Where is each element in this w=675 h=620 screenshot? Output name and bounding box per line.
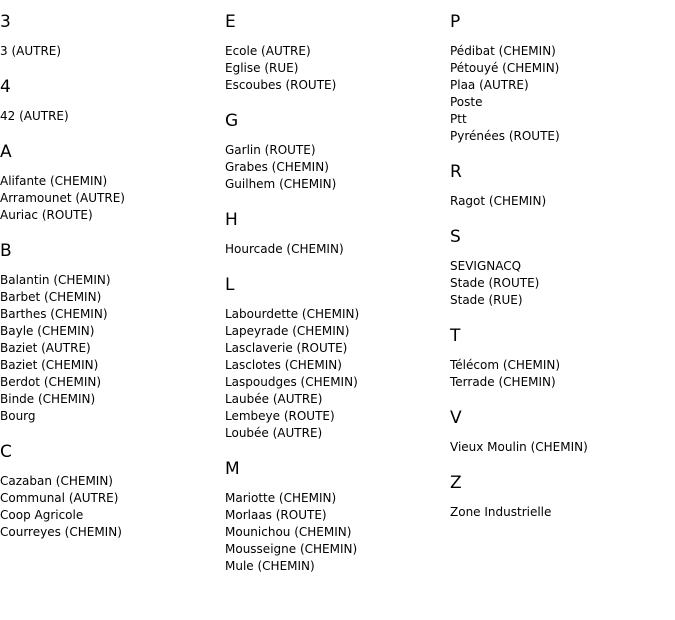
street-link[interactable]: Garlin (ROUTE) bbox=[225, 143, 316, 157]
street-link[interactable]: Lasclaverie (ROUTE) bbox=[225, 341, 348, 355]
street-list bbox=[0, 272, 225, 425]
street-link[interactable]: 3 (AUTRE) bbox=[0, 44, 62, 58]
street-link[interactable]: Poste bbox=[450, 95, 483, 109]
street-link[interactable]: Auriac (ROUTE) bbox=[0, 208, 93, 222]
letter-group bbox=[450, 12, 675, 145]
street-link[interactable]: Vieux Moulin (CHEMIN) bbox=[450, 440, 588, 454]
street-link[interactable]: Ptt bbox=[450, 112, 467, 126]
street-link[interactable]: Télécom (CHEMIN) bbox=[450, 358, 561, 372]
street-link[interactable]: Berdot (CHEMIN) bbox=[0, 375, 102, 389]
street-link[interactable]: Stade (RUE) bbox=[450, 293, 523, 307]
street-list bbox=[450, 258, 675, 309]
street-list bbox=[225, 43, 450, 94]
letter-group bbox=[450, 162, 675, 210]
index-column-2 bbox=[225, 0, 450, 575]
letter-group bbox=[225, 275, 450, 442]
index-column-1 bbox=[0, 0, 225, 541]
street-link[interactable]: Communal (AUTRE) bbox=[0, 491, 119, 505]
street-link[interactable]: Lasclotes (CHEMIN) bbox=[225, 358, 342, 372]
letter-group bbox=[450, 326, 675, 391]
letter-group bbox=[0, 77, 225, 125]
street-link[interactable]: Barbet (CHEMIN) bbox=[0, 290, 102, 304]
street-link[interactable]: Hourcade (CHEMIN) bbox=[225, 242, 344, 256]
letter-heading: E bbox=[225, 12, 236, 32]
street-link[interactable]: Plaa (AUTRE) bbox=[450, 78, 529, 92]
street-link[interactable]: Coop Agricole bbox=[0, 508, 84, 522]
street-link[interactable]: Pyrénées (ROUTE) bbox=[450, 129, 560, 143]
street-link[interactable]: Escoubes (ROUTE) bbox=[225, 78, 337, 92]
street-link[interactable]: Courreyes (CHEMIN) bbox=[0, 525, 122, 539]
street-list bbox=[450, 357, 675, 391]
letter-heading: L bbox=[225, 275, 235, 295]
street-link[interactable]: Lapeyrade (CHEMIN) bbox=[225, 324, 350, 338]
letter-heading: H bbox=[225, 210, 238, 230]
street-list bbox=[450, 193, 675, 210]
street-list bbox=[0, 43, 225, 60]
letter-group bbox=[0, 12, 225, 60]
street-link[interactable]: Zone Industrielle bbox=[450, 505, 552, 519]
letter-heading: R bbox=[450, 162, 462, 182]
street-link[interactable]: Stade (ROUTE) bbox=[450, 276, 540, 290]
letter-heading: T bbox=[450, 326, 461, 346]
street-link[interactable]: Ragot (CHEMIN) bbox=[450, 194, 547, 208]
street-link[interactable]: Grabes (CHEMIN) bbox=[225, 160, 329, 174]
letter-group bbox=[0, 142, 225, 224]
street-link[interactable]: Labourdette (CHEMIN) bbox=[225, 307, 360, 321]
street-link[interactable]: Pédibat (CHEMIN) bbox=[450, 44, 556, 58]
letter-group bbox=[0, 442, 225, 541]
letter-heading: G bbox=[225, 111, 239, 131]
street-link[interactable]: Baziet (AUTRE) bbox=[0, 341, 91, 355]
street-link[interactable]: Ecole (AUTRE) bbox=[225, 44, 311, 58]
street-link[interactable]: Balantin (CHEMIN) bbox=[0, 273, 111, 287]
street-link[interactable]: Mule (CHEMIN) bbox=[225, 559, 315, 573]
index-column-3 bbox=[450, 0, 675, 521]
street-list bbox=[0, 108, 225, 125]
street-link[interactable]: Laubée (AUTRE) bbox=[225, 392, 323, 406]
street-link[interactable]: Bourg bbox=[0, 409, 36, 423]
street-link[interactable]: SEVIGNACQ bbox=[450, 259, 522, 273]
letter-heading: A bbox=[0, 142, 12, 162]
street-list bbox=[225, 306, 450, 442]
street-link[interactable]: Bayle (CHEMIN) bbox=[0, 324, 95, 338]
street-link[interactable]: Morlaas (ROUTE) bbox=[225, 508, 327, 522]
letter-group bbox=[225, 111, 450, 193]
letter-group bbox=[225, 12, 450, 94]
street-link[interactable]: Pétouyé (CHEMIN) bbox=[450, 61, 560, 75]
street-link[interactable]: Loubée (AUTRE) bbox=[225, 426, 323, 440]
letter-heading: P bbox=[450, 12, 461, 32]
street-link[interactable]: Cazaban (CHEMIN) bbox=[0, 474, 113, 488]
street-link[interactable]: Alifante (CHEMIN) bbox=[0, 174, 108, 188]
street-link[interactable]: Laspoudges (CHEMIN) bbox=[225, 375, 358, 389]
street-link[interactable]: Eglise (RUE) bbox=[225, 61, 299, 75]
letter-group bbox=[450, 408, 675, 456]
street-list bbox=[0, 173, 225, 224]
letter-heading: 4 bbox=[0, 77, 11, 97]
street-list bbox=[225, 142, 450, 193]
letter-heading: 3 bbox=[0, 12, 11, 32]
letter-heading: S bbox=[450, 227, 461, 247]
letter-heading: C bbox=[0, 442, 12, 462]
street-link[interactable]: Binde (CHEMIN) bbox=[0, 392, 96, 406]
letter-heading: B bbox=[0, 241, 12, 261]
street-list bbox=[0, 473, 225, 541]
street-link[interactable]: Baziet (CHEMIN) bbox=[0, 358, 99, 372]
letter-heading: V bbox=[450, 408, 462, 428]
letter-group bbox=[450, 227, 675, 309]
letter-heading: Z bbox=[450, 473, 462, 493]
street-list bbox=[450, 43, 675, 145]
letter-group bbox=[225, 210, 450, 258]
street-link[interactable]: Mariotte (CHEMIN) bbox=[225, 491, 337, 505]
street-link[interactable]: Terrade (CHEMIN) bbox=[450, 375, 556, 389]
street-list bbox=[225, 490, 450, 575]
street-link[interactable]: Barthes (CHEMIN) bbox=[0, 307, 108, 321]
street-link[interactable]: Mousseigne (CHEMIN) bbox=[225, 542, 358, 556]
street-link[interactable]: 42 (AUTRE) bbox=[0, 109, 69, 123]
letter-group bbox=[225, 459, 450, 575]
letter-group bbox=[0, 241, 225, 425]
letter-group bbox=[450, 473, 675, 521]
street-list bbox=[450, 504, 675, 521]
street-list bbox=[225, 241, 450, 258]
street-list bbox=[450, 439, 675, 456]
street-link[interactable]: Lembeye (ROUTE) bbox=[225, 409, 335, 423]
street-link[interactable]: Arramounet (AUTRE) bbox=[0, 191, 125, 205]
street-link[interactable]: Mounichou (CHEMIN) bbox=[225, 525, 352, 539]
street-link[interactable]: Guilhem (CHEMIN) bbox=[225, 177, 337, 191]
letter-heading: M bbox=[225, 459, 240, 479]
